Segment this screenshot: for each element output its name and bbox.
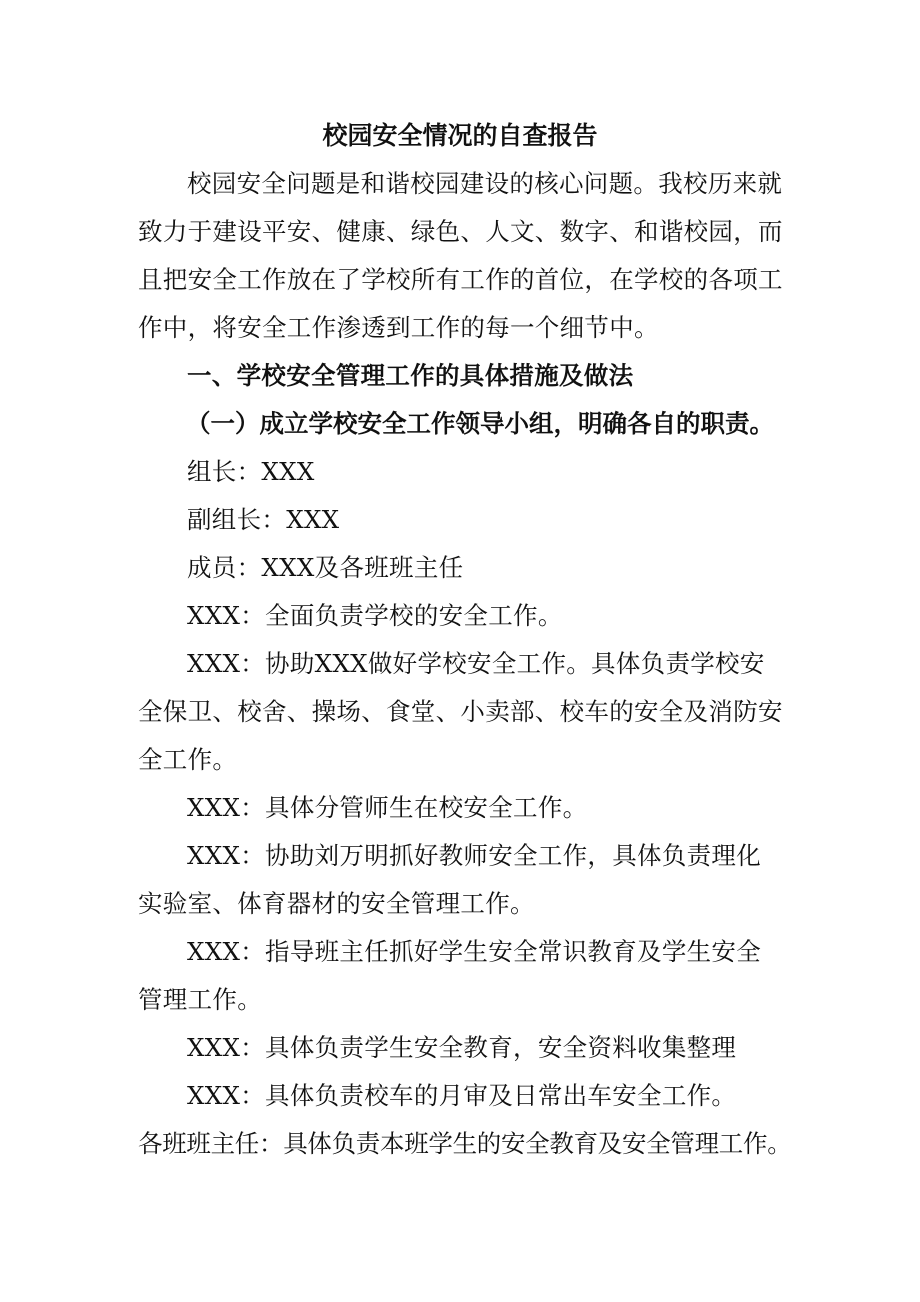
intro-paragraph: 校园安全问题是和谐校园建设的核心问题。我校历来就致力于建设平安、健康、绿色、人文、数字、和谐校园，而且把安全工作放在了学校所有工作的首位，在学校的各项工作中，将安全工作渗透到工作的每一个细节中。 — [138, 169, 783, 342]
duty-item: XXX：具体分管师生在校安全工作。 — [187, 793, 588, 822]
duty-item: XXX：指导班主任抓好学生安全常识教育及学生安全管理工作。 — [138, 937, 762, 1014]
leader-line: 组长：XXX — [187, 457, 315, 486]
duty-item: XXX：协助XXX做好学校安全工作。具体负责学校安全保卫、校舍、操场、食堂、小卖部、校车的安全及消防安全工作。 — [138, 649, 783, 774]
members-line: 成员：XXX及各班班主任 — [187, 553, 464, 582]
class-teachers-duty: 各班班主任：具体负责本班学生的安全教育及安全管理工作。 — [138, 1129, 792, 1158]
duty-item: XXX：全面负责学校的安全工作。 — [187, 601, 563, 630]
duty-item: XXX：具体负责校车的月审及日常出车安全工作。 — [187, 1081, 737, 1110]
document-title: 校园安全情况的自查报告 — [322, 121, 598, 150]
duty-item: XXX：具体负责学生安全教育，安全资料收集整理 — [187, 1033, 737, 1062]
section-1-heading: 一、学校安全管理工作的具体措施及做法 — [187, 361, 634, 390]
duty-item: XXX：协助刘万明抓好教师安全工作，具体负责理化实验室、体育器材的安全管理工作。 — [138, 841, 762, 918]
subsection-1-heading: （一）成立学校安全工作领导小组，明确各自的职责。 — [186, 409, 774, 438]
deputy-leader-line: 副组长：XXX — [187, 505, 340, 534]
